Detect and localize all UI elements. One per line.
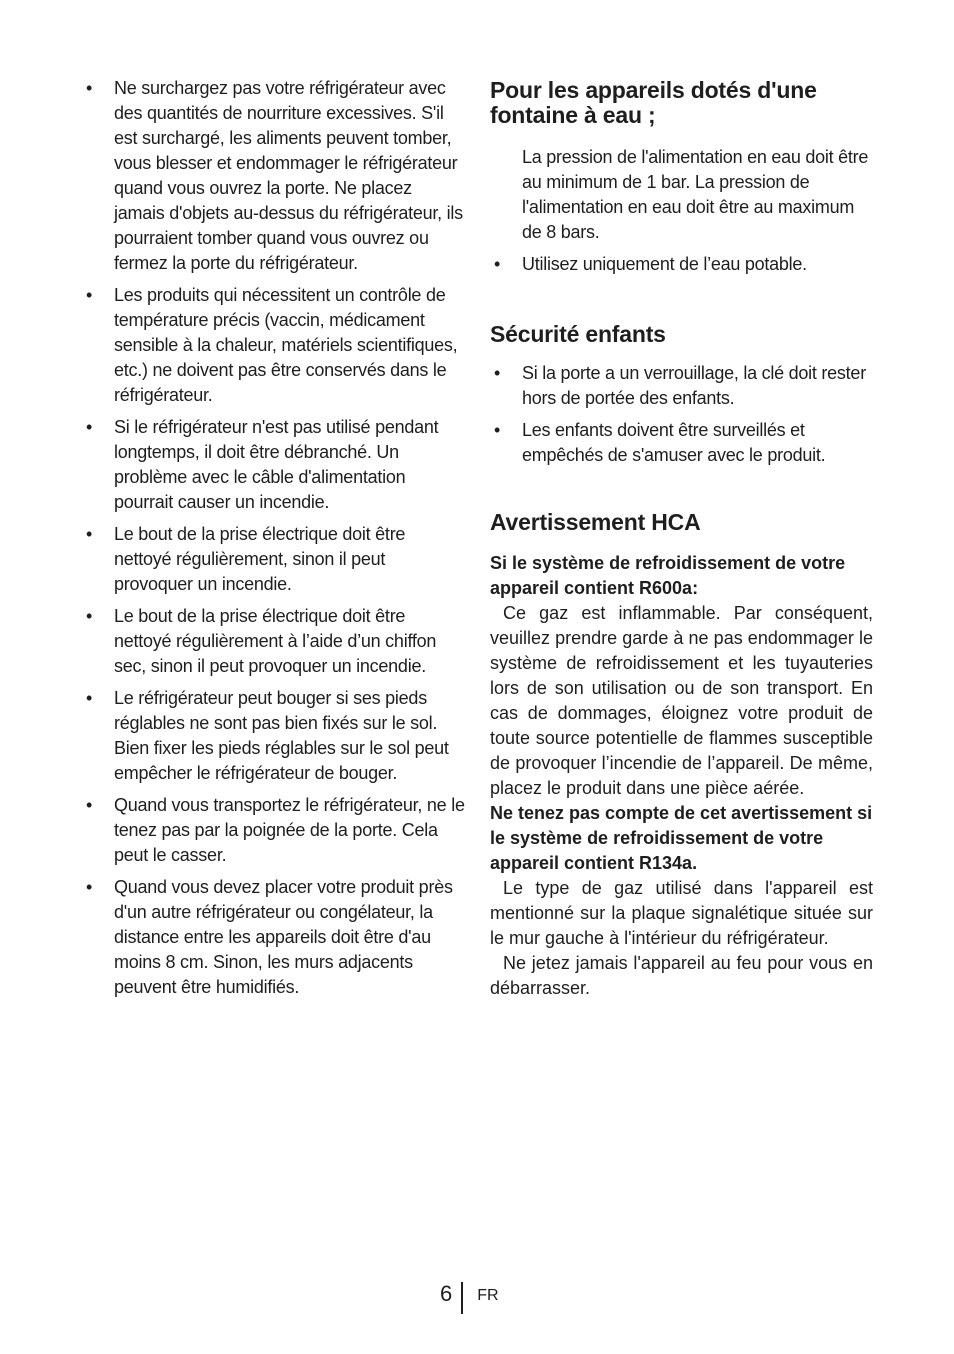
hca-disposal-text: Ne jetez jamais l'appareil au feu pour vous en débarrasser.	[490, 953, 873, 998]
bullet-icon: •	[85, 795, 93, 815]
list-item: • Utilisez uniquement de l’eau potable.	[490, 252, 873, 277]
list-item: • Si la porte a un verrouillage, la clé doit rester hors de portée des enfants.	[490, 361, 873, 411]
safety-list	[82, 76, 466, 1000]
language-code: FR	[477, 1287, 499, 1304]
list-item: • Les enfants doivent être surveillés et empêchés de s'amuser avec le produit.	[490, 418, 873, 468]
bullet-icon: •	[493, 363, 501, 383]
child-safety-section	[490, 322, 873, 468]
bullet-icon: •	[85, 606, 93, 626]
list-item: • Quand vous transportez le réfrigérateur, ne le tenez pas par la poignée de la porte. Cela peut le casser.	[82, 793, 466, 868]
hca-r600a-text: Ce gaz est inflammable. Par conséquent, veuillez prendre garde à ne pas endommager le système de refroidissement et les tuyauteries lors de son utilisation ou de son transport. En cas de dommages, éloignez votre produit de toute source potentielle de flammes susceptible de provoquer l’incendie de l’appareil. De même, placez le produit dans une pièce aérée.	[490, 603, 873, 798]
list-item: • Les produits qui nécessitent un contrôle de température précis (vaccin, médicament sensible à la chaleur, matériels scientifiques, etc.) ne doivent pas être conservés dans le réfrigérateur.	[82, 283, 466, 408]
page-footer	[440, 1282, 499, 1314]
bullet-icon: •	[493, 420, 501, 440]
bullet-icon: •	[85, 417, 93, 437]
list-item: • Si le réfrigérateur n'est pas utilisé pendant longtemps, il doit être débranché. Un problème avec le câble d'alimentation pourrait causer un incendie.	[82, 415, 466, 515]
footer-divider	[461, 1282, 463, 1314]
bullet-icon: •	[85, 285, 93, 305]
fountain-heading: Pour les appareils dotés d'une fontaine à eau ;	[490, 77, 817, 128]
list-item: • Ne surchargez pas votre réfrigérateur avec des quantités de nourriture excessives. S'il est surchargé, les aliments peuvent tomber, vous blesser et endommager le réfrigérateur quand vous ouvrez la porte. Ne placez jamais d'objets au-dessus du réfrigérateur, ils pourraient tomber quand vous ouvrez ou fermez la porte du réfrigérateur.	[82, 76, 466, 276]
right-column	[490, 76, 873, 1001]
hca-gas-type-text: Le type de gaz utilisé dans l'appareil est mentionné sur la plaque signalétique située sur le mur gauche à l'intérieur du réfrigérateur.	[490, 878, 873, 948]
child-safety-list	[490, 361, 873, 468]
hca-heading: Avertissement HCA	[490, 509, 701, 535]
page-number: 6	[440, 1281, 453, 1306]
hca-r134a-heading: Ne tenez pas compte de cet avertissement si le système de refroidissement de votre appareil contient R134a.	[490, 803, 873, 873]
bullet-icon: •	[85, 78, 93, 98]
child-safety-heading: Sécurité enfants	[490, 321, 666, 347]
bullet-icon: •	[85, 688, 93, 708]
fountain-section	[490, 78, 873, 277]
fountain-pressure-text: La pression de l'alimentation en eau doit être au minimum de 1 bar. La pression de l'alimentation en eau doit être au maximum de 8 bars.	[522, 147, 869, 242]
list-item: • Le bout de la prise électrique doit être nettoyé régulièrement, sinon il peut provoquer un incendie.	[82, 522, 466, 597]
list-item: • Le réfrigérateur peut bouger si ses pieds réglables ne sont pas bien fixés sur le sol. Bien fixer les pieds réglables sur le sol peut empêcher le réfrigérateur de bouger.	[82, 686, 466, 786]
hca-r600a-heading: Si le système de refroidissement de votre appareil contient R600a:	[490, 553, 846, 598]
list-item: • Quand vous devez placer votre produit près d'un autre réfrigérateur ou congélateur, la distance entre les appareils doit être d'au moins 8 cm. Sinon, les murs adjacents peuvent être humidifiés.	[82, 875, 466, 1000]
hca-section	[490, 510, 873, 1001]
list-item: • Le bout de la prise électrique doit être nettoyé régulièrement à l’aide d’un chiffon sec, sinon il peut provoquer un incendie.	[82, 604, 466, 679]
bullet-icon: •	[85, 877, 93, 897]
bullet-icon: •	[493, 254, 501, 274]
bullet-icon: •	[85, 524, 93, 544]
fountain-list	[490, 252, 873, 277]
left-column	[82, 76, 466, 1007]
